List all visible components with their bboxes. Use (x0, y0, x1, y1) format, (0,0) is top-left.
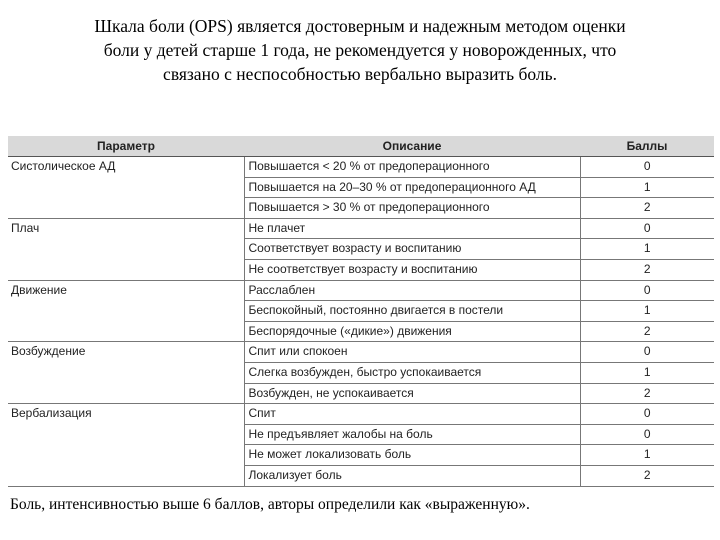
parameter-cell: Движение (8, 280, 244, 301)
table-row (8, 280, 714, 301)
parameter-cell: Систолическое АД (8, 157, 244, 178)
title-line: связано с неспособностью вербально выразить боль. (163, 64, 557, 84)
table-row (8, 362, 714, 383)
description-cell: Не предъявляет жалобы на боль (244, 424, 580, 445)
table-header-row (8, 136, 714, 157)
parameter-cell-empty (8, 198, 244, 219)
description-cell: Беспокойный, постоянно двигается в постели (244, 301, 580, 322)
description-cell: Не соответствует возрасту и воспитанию (244, 259, 580, 280)
description-cell: Повышается на 20–30 % от предоперационного АД (244, 177, 580, 198)
parameter-cell-empty (8, 465, 244, 486)
table-row (8, 321, 714, 342)
score-cell: 0 (580, 218, 714, 239)
table-row (8, 198, 714, 219)
header-parameter: Параметр (8, 136, 244, 157)
table-row (8, 301, 714, 322)
score-cell: 0 (580, 280, 714, 301)
title-line: Шкала боли (OPS) является достоверным и надежным методом оценки (94, 16, 626, 36)
description-cell: Спит или спокоен (244, 342, 580, 363)
ops-scale-table-container (8, 136, 714, 487)
description-cell: Не плачет (244, 218, 580, 239)
score-cell: 2 (580, 321, 714, 342)
description-cell: Не может локализовать боль (244, 445, 580, 466)
score-cell: 2 (580, 383, 714, 404)
header-description: Описание (244, 136, 580, 157)
description-cell: Слегка возбужден, быстро успокаивается (244, 362, 580, 383)
description-cell: Расслаблен (244, 280, 580, 301)
header-score: Баллы (580, 136, 714, 157)
score-cell: 1 (580, 445, 714, 466)
score-cell: 0 (580, 157, 714, 178)
table-row (8, 342, 714, 363)
parameter-cell-empty (8, 445, 244, 466)
table-row (8, 218, 714, 239)
description-cell: Соответствует возрасту и воспитанию (244, 239, 580, 260)
slide-title (30, 14, 690, 86)
parameter-cell-empty (8, 301, 244, 322)
description-cell: Возбужден, не успокаивается (244, 383, 580, 404)
score-cell: 2 (580, 198, 714, 219)
score-cell: 1 (580, 177, 714, 198)
table-row (8, 157, 714, 178)
score-cell: 1 (580, 301, 714, 322)
parameter-cell-empty (8, 259, 244, 280)
score-cell: 0 (580, 424, 714, 445)
table-row (8, 239, 714, 260)
ops-scale-table (8, 136, 714, 487)
table-row (8, 465, 714, 486)
parameter-cell: Возбуждение (8, 342, 244, 363)
score-cell: 1 (580, 239, 714, 260)
footer-note: Боль, интенсивностью выше 6 баллов, авторы определили как «выраженную». (10, 496, 530, 513)
table-row (8, 424, 714, 445)
table-row (8, 177, 714, 198)
parameter-cell: Плач (8, 218, 244, 239)
score-cell: 2 (580, 259, 714, 280)
score-cell: 2 (580, 465, 714, 486)
description-cell: Повышается > 30 % от предоперационного (244, 198, 580, 219)
score-cell: 0 (580, 404, 714, 425)
parameter-cell: Вербализация (8, 404, 244, 425)
score-cell: 1 (580, 362, 714, 383)
parameter-cell-empty (8, 362, 244, 383)
parameter-cell-empty (8, 424, 244, 445)
description-cell: Повышается < 20 % от предоперационного (244, 157, 580, 178)
title-line: боли у детей старше 1 года, не рекомендуется у новорожденных, что (103, 40, 617, 60)
parameter-cell-empty (8, 239, 244, 260)
table-body (8, 157, 714, 487)
table-row (8, 404, 714, 425)
description-cell: Спит (244, 404, 580, 425)
parameter-cell-empty (8, 383, 244, 404)
description-cell: Беспорядочные («дикие») движения (244, 321, 580, 342)
description-cell: Локализует боль (244, 465, 580, 486)
table-row (8, 259, 714, 280)
table-row (8, 445, 714, 466)
table-row (8, 383, 714, 404)
score-cell: 0 (580, 342, 714, 363)
parameter-cell-empty (8, 177, 244, 198)
parameter-cell-empty (8, 321, 244, 342)
